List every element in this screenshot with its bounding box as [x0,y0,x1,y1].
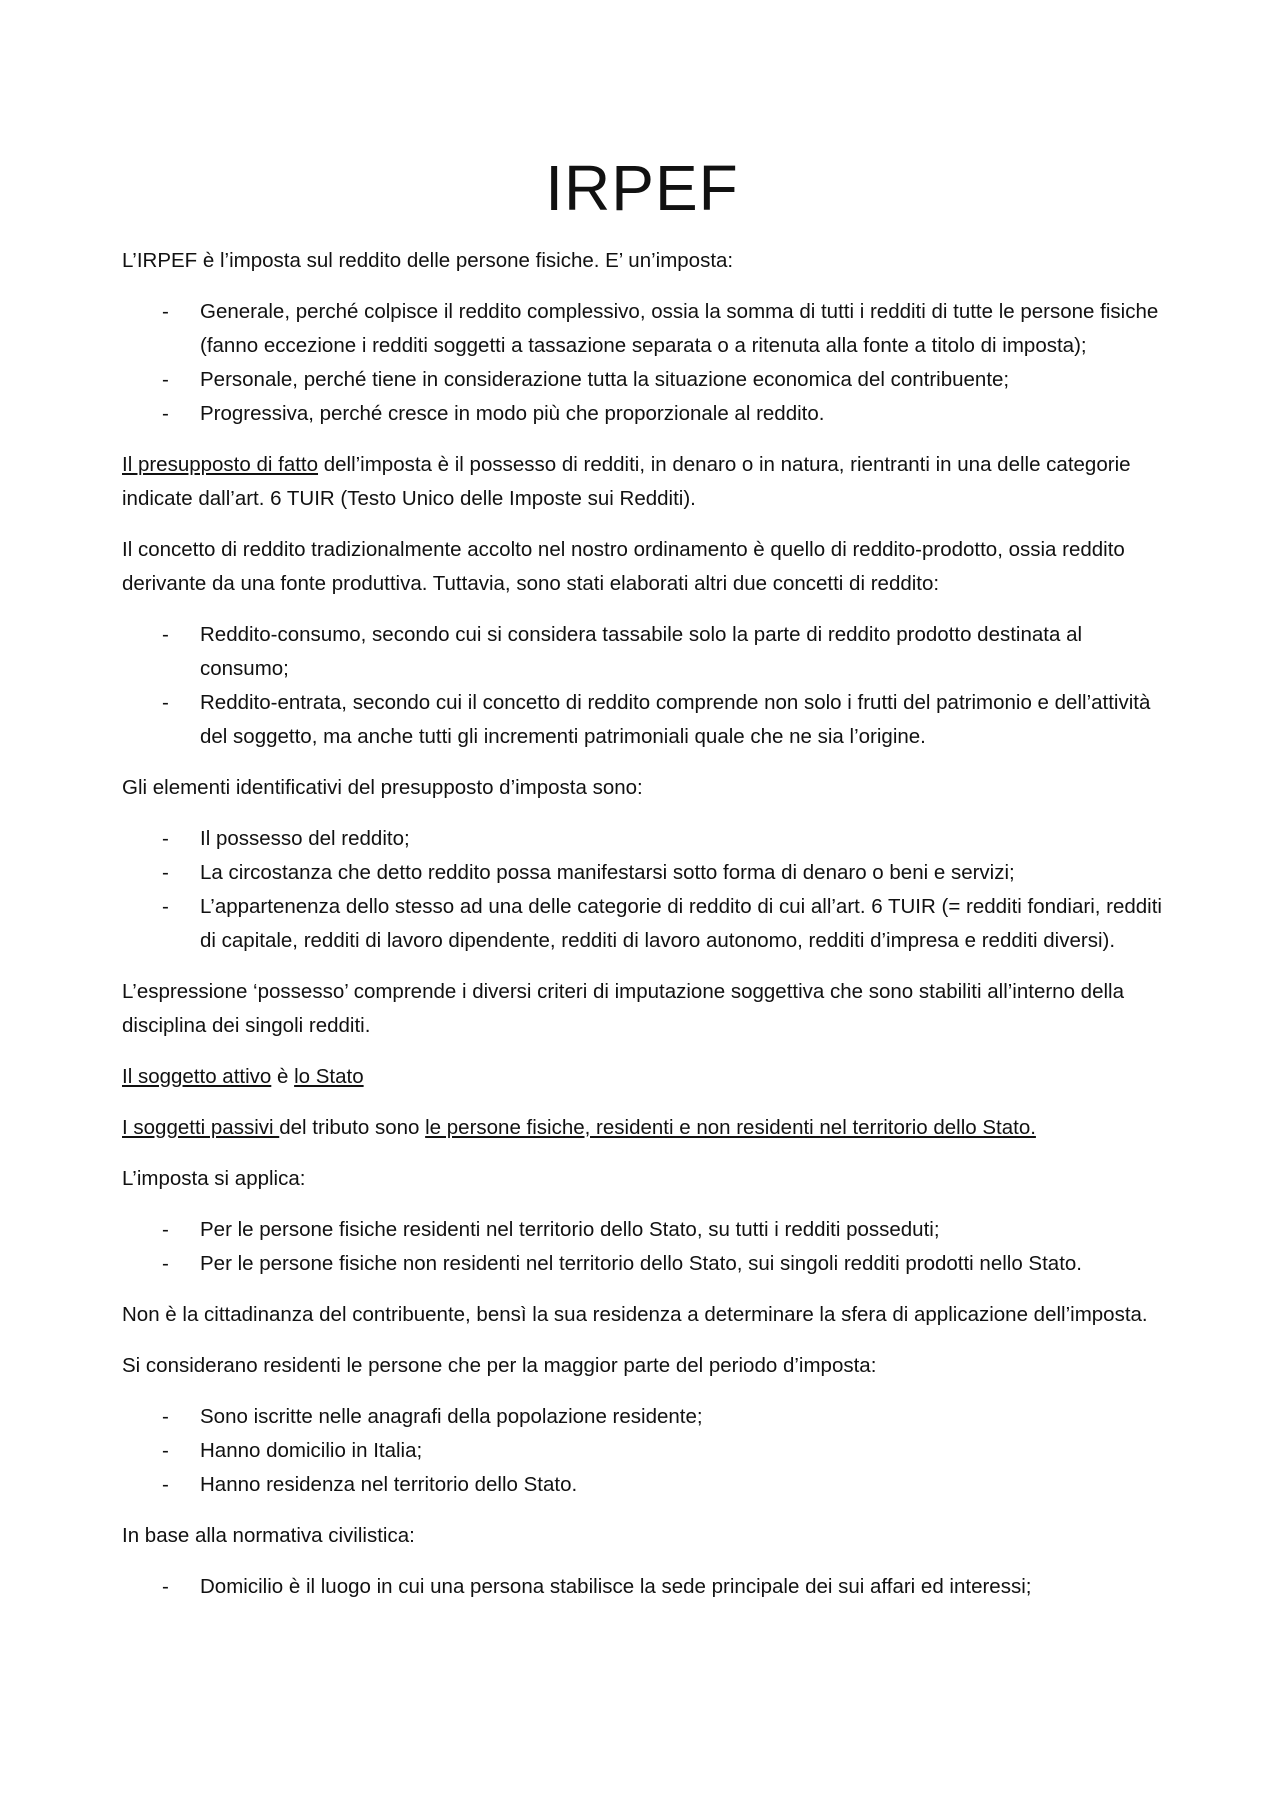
elementi-paragraph: Gli elementi identificativi del presupposto d’imposta sono: [122,776,643,799]
normativa-list [122,1570,1162,1604]
dash-bullet: - [162,1218,169,1241]
dash-bullet: - [162,1439,169,1462]
list-item: - Il possesso del reddito; [122,822,1162,856]
list-item: - Domicilio è il luogo in cui una persona stabilisce la sede principale dei sui affari ed interessi; [122,1570,1162,1604]
dash-bullet: - [162,300,169,323]
applica-list [122,1213,1162,1281]
list-item: - La circostanza che detto reddito possa manifestarsi sotto forma di denaro o beni e servizi; [122,856,1162,890]
list-item: - Reddito-entrata, secondo cui il concetto di reddito comprende non solo i frutti del patrimonio e dell’attività del soggetto, ma anche tutti gli incrementi patrimoniali quale che ne sia l’origine. [122,686,1162,754]
list-item: - Per le persone fisiche residenti nel territorio dello Stato, su tutti i redditi posseduti; [122,1213,1162,1247]
applica-paragraph: L’imposta si applica: [122,1167,306,1190]
dash-bullet: - [162,827,169,850]
dash-bullet: - [162,623,169,646]
list-item: - Generale, perché colpisce il reddito complessivo, ossia la somma di tutti i redditi di tutte le persone fisiche (fanno eccezione i redditi soggetti a tassazione separata o a ritenuta alla fonte a titolo di imposta); [122,295,1162,363]
normativa-paragraph: In base alla normativa civilistica: [122,1524,415,1547]
list-item: - L’appartenenza dello stesso ad una delle categorie di reddito di cui all’art. 6 TUIR (= redditi fondiari, redditi di capitale, redditi di lavoro dipendente, redditi di lavoro autonomo, redditi d’impresa e redditi diversi). [122,890,1162,958]
list-item: - Reddito-consumo, secondo cui si considera tassabile solo la parte di reddito prodotto destinata al consumo; [122,618,1162,686]
dash-bullet: - [162,861,169,884]
list-item: - Personale, perché tiene in considerazione tutta la situazione economica del contribuente; [122,363,1162,397]
dash-bullet: - [162,1405,169,1428]
list-item: - Per le persone fisiche non residenti nel territorio dello Stato, sui singoli redditi prodotti nello Stato. [122,1247,1162,1281]
concetto-paragraph: Il concetto di reddito tradizionalmente accolto nel nostro ordinamento è quello di reddito-prodotto, ossia reddito derivante da una fonte produttiva. Tuttavia, sono stati elaborati altri due concetti di reddito: [122,538,1125,595]
cittadinanza-paragraph: Non è la cittadinanza del contribuente, bensì la sua residenza a determinare la sfera di applicazione dell’imposta. [122,1303,1148,1326]
document-page [122,140,1162,1621]
dash-bullet: - [162,691,169,714]
presupposto-term: Il presupposto di fatto [122,453,319,476]
soggetto-attivo-paragraph: Il soggetto attivo è lo Stato [122,1065,364,1088]
soggetti-passivi-paragraph: I soggetti passivi del tributo sono le persone fisiche, residenti e non residenti nel territorio dello Stato. [122,1116,1036,1139]
dash-bullet: - [162,895,169,918]
concetti-list [122,618,1162,754]
possesso-paragraph: L’espressione ‘possesso’ comprende i diversi criteri di imputazione soggettiva che sono stabiliti all’interno della disciplina dei singoli redditi. [122,980,1124,1037]
intro-paragraph: L’IRPEF è l’imposta sul reddito delle persone fisiche. E’ un’imposta: [122,249,734,272]
dash-bullet: - [162,402,169,425]
list-item: - Progressiva, perché cresce in modo più che proporzionale al reddito. [122,397,1162,431]
dash-bullet: - [162,1252,169,1275]
list-item: - Hanno domicilio in Italia; [122,1434,1162,1468]
features-list [122,295,1162,431]
page-title: IRPEF [545,152,739,224]
presupposto-paragraph: Il presupposto di fatto dell’imposta è il possesso di redditi, in denaro o in natura, rientranti in una delle categorie indicate dall’art. 6 TUIR (Testo Unico delle Imposte sui Redditi). [122,453,1131,510]
list-item: - Hanno residenza nel territorio dello Stato. [122,1468,1162,1502]
residenti-paragraph: Si considerano residenti le persone che per la maggior parte del periodo d’imposta: [122,1354,877,1377]
elementi-list [122,822,1162,958]
dash-bullet: - [162,1575,169,1598]
list-item: - Sono iscritte nelle anagrafi della popolazione residente; [122,1400,1162,1434]
dash-bullet: - [162,1473,169,1496]
dash-bullet: - [162,368,169,391]
residenti-list [122,1400,1162,1502]
